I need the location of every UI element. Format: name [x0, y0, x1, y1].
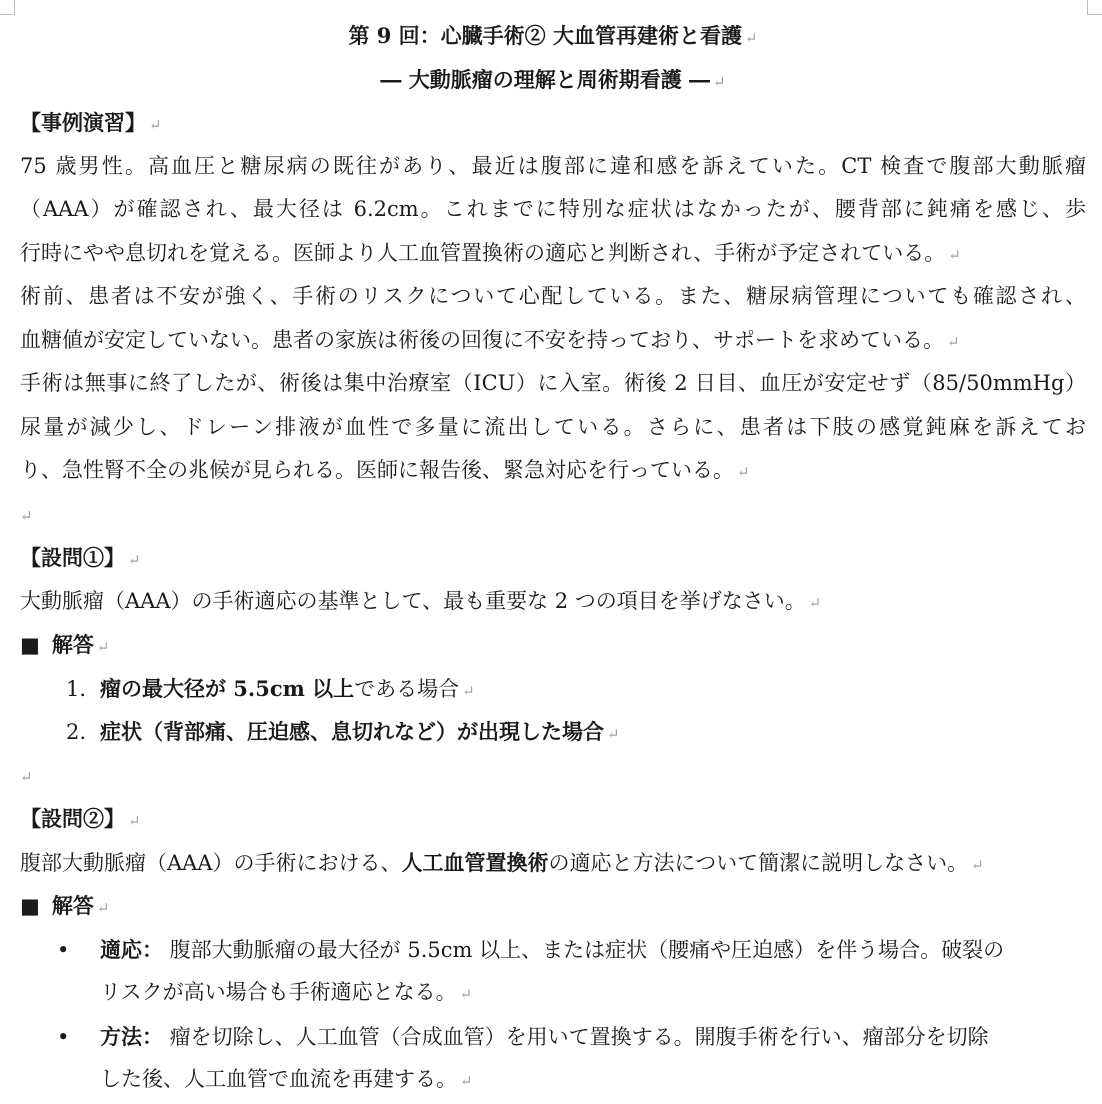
paragraph-mark: ↵ — [96, 899, 110, 917]
empty-paragraph — [20, 754, 1086, 798]
case-line: 行時にやや息切れを覚える。医師より人工血管置換術の適応と判断され、手術が予定されている。 ↵ — [20, 240, 961, 265]
question2-text: 腹部大動脈瘤（AAA）の手術における、人工血管置換術の適応と方法について簡潔に説明しなさい。 ↵ — [20, 849, 984, 875]
case-line: 尿量が減少し、ドレーン排液が血性で多量に流出している。さらに、患者は下肢の感覚鈍麻を訴えてお — [20, 414, 1086, 439]
case-line: 75 歳男性。高血圧と糖尿病の既往があり、最近は腹部に違和感を訴えていた。CT 検査で腹部大動脈瘤 — [20, 153, 1086, 178]
case-heading: 【事例演習】 ↵ — [20, 110, 162, 135]
paragraph-mark: ↵ — [128, 551, 141, 569]
answer2-heading: ■ 解答 ↵ — [20, 893, 110, 918]
question2-heading: 【設問②】 ↵ — [20, 806, 141, 831]
paragraph-mark: ↵ — [713, 72, 726, 91]
empty-paragraph — [20, 493, 1086, 537]
crop-mark-top-right — [1087, 0, 1102, 15]
list-number: 1. — [65, 676, 86, 701]
paragraph-mark: ↵ — [808, 593, 822, 612]
answer1-heading: ■ 解答 ↵ — [20, 632, 110, 657]
answer1-item: 2. 症状（背部痛、圧迫感、息切れなど）が出現した場合 ↵ — [20, 710, 1086, 754]
paragraph-mark: ↵ — [96, 638, 110, 656]
paragraph-mark: ↵ — [948, 245, 961, 264]
document-title: 第 9 回：心臓手術② 大血管再建術と看護 ↵ — [348, 23, 758, 48]
question1-heading: 【設問①】 ↵ — [20, 545, 141, 570]
crop-mark-top-left — [0, 0, 15, 15]
bullet-icon: • — [57, 937, 70, 962]
answer1-item: 1. 瘤の最大径が 5.5cm 以上である場合 ↵ — [20, 667, 1086, 711]
paragraph-mark: ↵ — [947, 332, 960, 351]
answer2-bullet-cont: リスクが高い場合も手術適応となる。 ↵ — [100, 980, 473, 1004]
case-line: （AAA）が確認され、最大径は 6.2cm。これまでに特別な症状はなかったが、腰背部に鈍痛を感じ、歩 — [20, 197, 1086, 221]
case-line: 血糖値が安定していない。患者の家族は術後の回復に不安を持っており、サポートを求めている。 ↵ — [20, 327, 960, 352]
question1-text: 大動脈瘤（AAA）の手術適応の基準として、最も重要な 2 つの項目を挙げなさい。 ↵ — [20, 588, 822, 613]
paragraph-mark: ↵ — [737, 463, 750, 481]
black-square-icon: ■ — [20, 632, 40, 657]
paragraph-mark: ↵ — [20, 506, 33, 525]
paragraph-mark: ↵ — [462, 681, 475, 700]
answer2-bullet: • 適応： 腹部大動脈瘤の最大径が 5.5cm 以上、または症状（腰痛や圧迫感）を伴う場合。破裂の — [20, 928, 1086, 972]
document-page — [20, 14, 1086, 1102]
case-line: り、急性腎不全の兆候が見られる。医師に報告後、緊急対応を行っている。 ↵ — [20, 458, 750, 482]
paragraph-mark: ↵ — [971, 855, 984, 874]
case-line: 術前、患者は不安が強く、手術のリスクについて心配している。また、糖尿病管理についても確認され、 — [20, 284, 1086, 308]
document-subtitle: ― 大動脈瘤の理解と周術期看護 ― ↵ — [380, 66, 726, 92]
bullet-icon: • — [57, 1024, 70, 1049]
case-line: 手術は無事に終了したが、術後は集中治療室（ICU）に入室。術後 2 日目、血圧が安定せず（85/50mmHg） — [20, 371, 1086, 395]
paragraph-mark: ↵ — [459, 985, 473, 1003]
paragraph-mark: ↵ — [128, 812, 141, 830]
paragraph-mark: ↵ — [20, 767, 33, 786]
paragraph-mark: ↵ — [607, 725, 620, 743]
answer2-bullet: • 方法： 瘤を切除し、人工血管（合成血管）を用いて置換する。開腹手術を行い、瘤部分を切除 — [20, 1015, 1086, 1059]
paragraph-mark: ↵ — [744, 29, 758, 47]
paragraph-mark: ↵ — [149, 116, 162, 134]
paragraph-mark: ↵ — [460, 1072, 473, 1090]
answer2-bullet-cont: した後、人工血管で血流を再建する。 ↵ — [100, 1067, 473, 1091]
black-square-icon: ■ — [20, 893, 40, 918]
list-number: 2. — [65, 720, 86, 744]
